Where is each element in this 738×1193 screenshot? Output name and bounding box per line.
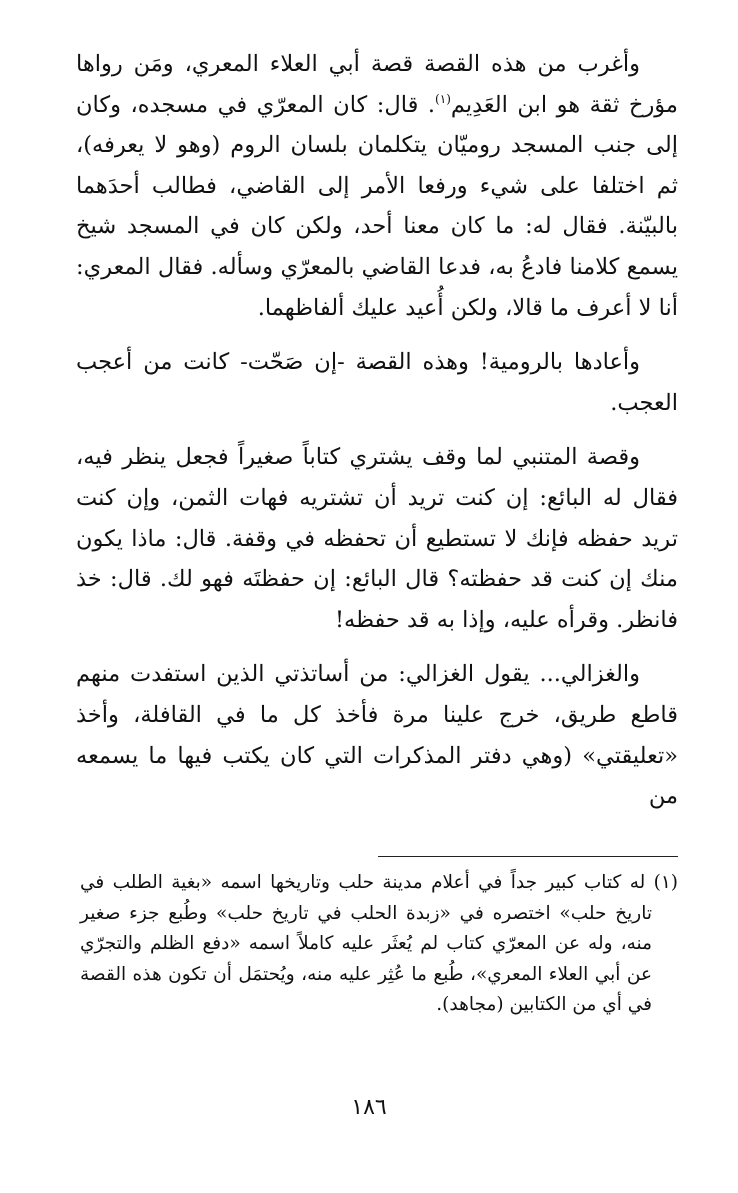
footnote-1 (80, 868, 678, 1021)
paragraph-2: وأعادها بالرومية! وهذه القصة -إن صَحّت- كانت من أعجب العجب. (76, 349, 678, 416)
footnotes (80, 868, 678, 1021)
paragraph-1 (76, 44, 678, 328)
paragraph-3: وقصة المتنبي لما وقف يشتري كتاباً صغيراً فجعل ينظر فيه، فقال له البائع: إن كنت تريد أن تشتريه فهات الثمن، وإن كنت تريد حفظه فإنك لا تستطيع أن تحفظه في وقفة. قال: ماذا يكون منك إن كنت قد حفظته؟ قال البائع: إن حفظتَه فهو لك. قال: خذ فانظر. وقرأه عليه، وإذا به قد حفظه! (76, 444, 678, 633)
footnote-separator (378, 856, 678, 857)
paragraph-1-after: . قال: كان المعرّي في مسجده، وكان إلى جنب المسجد روميّان يتكلمان بلسان الروم (وهو لا يعرفه)، ثم اختلفا على شيء ورفعا الأمر إلى القاضي، فطالب أحدَهما بالبيّنة. فقال له: ما كان معنا أحد، ولكن كان في المسجد شيخ يسمع كلامنا فادعُ به، فدعا القاضي بالمعرّي وسأله. فقال المعري: أنا لا أعرف ما قالا، ولكن أُعيد عليك ألفاظهما. (76, 91, 678, 321)
footnote-reference[interactable]: (١) (435, 91, 451, 106)
page-number: ١٨٦ (351, 1095, 387, 1120)
page-body (76, 44, 678, 817)
footnote-text: له كتاب كبير جداً في أعلام مدينة حلب وتاريخها اسمه «بغية الطلب في تاريخ حلب» اختصره في «زبدة الحلب في تاريخ حلب» وطُبع جزء صغير منه، وله عن المعرّي كتاب لم يُعثَر عليه كاملاً اسمه «دفع الظلم والتجرّي عن أبي العلاء المعري»، طُبع ما عُثِر عليه منه، ويُحتمَل أن تكون هذه القصة في أي من الكتابين (مجاهد). (80, 872, 652, 1015)
paragraph-4: والغزالي... يقول الغزالي: من أساتذتي الذين استفدت منهم قاطع طريق، خرج علينا مرة فأخذ كل ما في القافلة، وأخذ «تعليقتي» (وهي دفتر المذكرات التي كان يكتب فيها ما يسمعه من (76, 661, 678, 810)
footnote-marker: (١) (653, 872, 678, 893)
paragraph-1-before: وأغرب من هذه القصة قصة أبي العلاء المعري، ومَن رواها مؤرخ ثقة هو ابن العَدِيم (76, 51, 678, 118)
